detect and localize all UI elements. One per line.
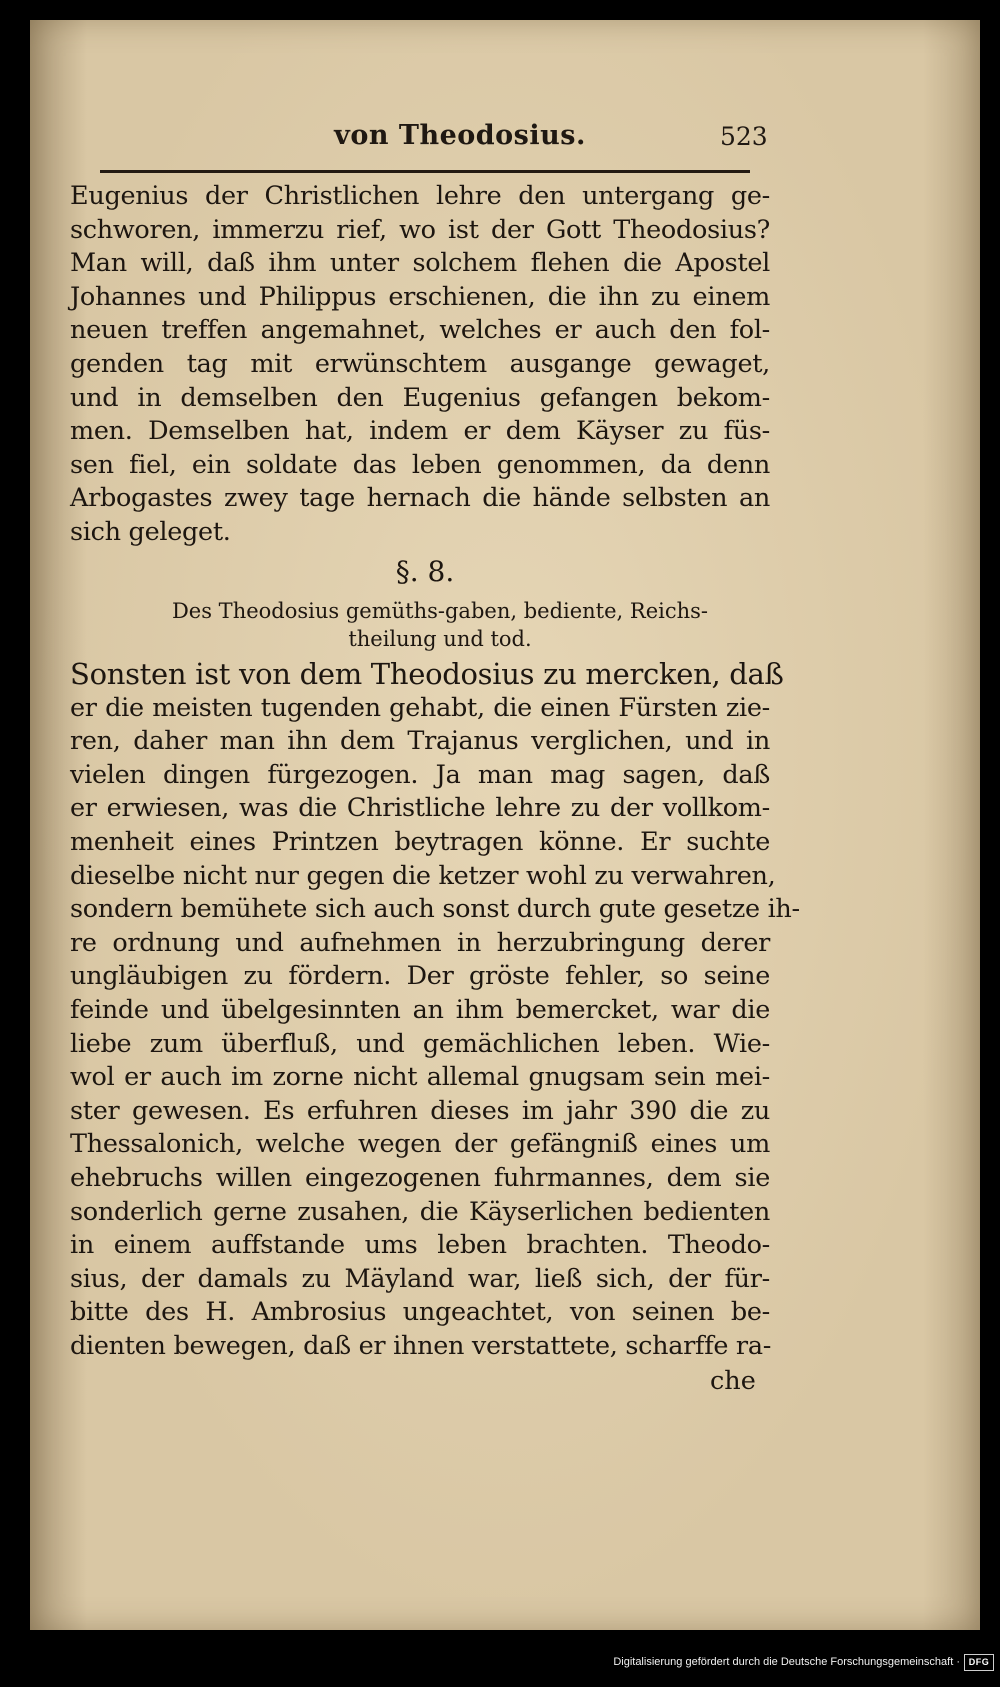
text-line-first: Sonsten ist von dem Theodosius zu mercken, daß — [70, 657, 784, 691]
footer-credit: Digitalisierung gefördert durch die Deutsche Forschungsgemeinschaft · — [613, 1656, 960, 1668]
text-line: er erwiesen, was die Christliche lehre zu der vollkom- — [70, 793, 770, 824]
text-line: neuen treffen angemahnet, welches er auch den fol- — [70, 315, 770, 346]
catchword: che — [710, 1366, 756, 1396]
text-line: sich geleget. — [70, 516, 231, 547]
digitization-footer — [0, 1648, 1000, 1687]
book-page — [30, 20, 980, 1630]
text-line: ren, daher man ihn dem Trajanus verglichen, und in — [70, 726, 770, 757]
text-line: feinde und übelgesinnten an ihm bemercket, war die — [70, 994, 770, 1025]
text-line: men. Demselben hat, indem er dem Käyser zu füs- — [70, 416, 770, 447]
text-line: Arbogastes zwey tage hernach die hände selbsten an — [70, 483, 770, 514]
text-block-continued — [70, 180, 770, 550]
text-line: Johannes und Philippus erschienen, die ihn zu einem — [70, 281, 770, 312]
text-line: sen fiel, ein soldate das leben genommen, da denn — [70, 449, 770, 480]
running-title: von Theodosius. — [334, 120, 586, 151]
text-line: dieselbe nicht nur gegen die ketzer wohl zu verwahren, — [70, 860, 776, 891]
text-line: in einem auffstande ums leben brachten. Theodo- — [70, 1230, 770, 1261]
text-line: vielen dingen fürgezogen. Ja man mag sagen, daß — [70, 759, 770, 790]
text-line: sius, der damals zu Mäyland war, ließ sich, der für- — [70, 1263, 770, 1294]
text-line: liebe zum überfluß, und gemächlichen leben. Wie- — [70, 1028, 770, 1059]
text-block-section-8 — [70, 657, 800, 1363]
text-line: sonderlich gerne zusahen, die Käyserlichen bedienten — [70, 1196, 770, 1227]
page-number: 523 — [720, 122, 768, 151]
section-heading — [90, 597, 790, 653]
section-number: §. 8. — [395, 555, 455, 588]
text-line: ehebruchs willen eingezogenen fuhrmannes, dem sie — [70, 1162, 770, 1193]
running-head — [30, 120, 980, 160]
text-line: und in demselben den Eugenius gefangen bekom- — [70, 382, 770, 413]
text-line: Man will, daß ihm unter solchem flehen die Apostel — [70, 248, 770, 279]
text-line: schworen, immerzu rief, wo ist der Gott Theodosius? — [70, 214, 770, 245]
text-line: re ordnung und aufnehmen in herzubringung derer — [70, 927, 770, 958]
text-line: bitte des H. Ambrosius ungeachtet, von seinen be- — [70, 1297, 770, 1328]
header-rule — [100, 170, 750, 173]
text-line: wol er auch im zorne nicht allemal gnugsam sein mei- — [70, 1062, 770, 1093]
dfg-logo-icon: DFG — [964, 1654, 994, 1671]
text-line: ungläubigen zu fördern. Der gröste fehler, so seine — [70, 961, 770, 992]
text-line: er die meisten tugenden gehabt, die einen Fürsten zie- — [70, 692, 770, 723]
text-line: sondern bemühete sich auch sonst durch gute gesetze ih- — [70, 894, 800, 925]
text-line: dienten bewegen, daß er ihnen verstattete, scharffe ra- — [70, 1330, 772, 1361]
section-heading-line: Des Theodosius gemüths-gaben, bediente, Reichs- — [171, 599, 709, 623]
text-line: Thessalonich, welche wegen der gefängniß eines um — [70, 1129, 770, 1160]
section-heading-line: theilung und tod. — [348, 627, 532, 651]
text-line: ster gewesen. Es erfuhren dieses im jahr 390 die zu — [70, 1095, 770, 1126]
text-line: genden tag mit erwünschtem ausgange gewaget, — [70, 348, 770, 379]
text-line: menheit eines Printzen beytragen könne. Er suchte — [70, 826, 770, 857]
text-line: Eugenius der Christlichen lehre den untergang ge- — [70, 181, 770, 211]
